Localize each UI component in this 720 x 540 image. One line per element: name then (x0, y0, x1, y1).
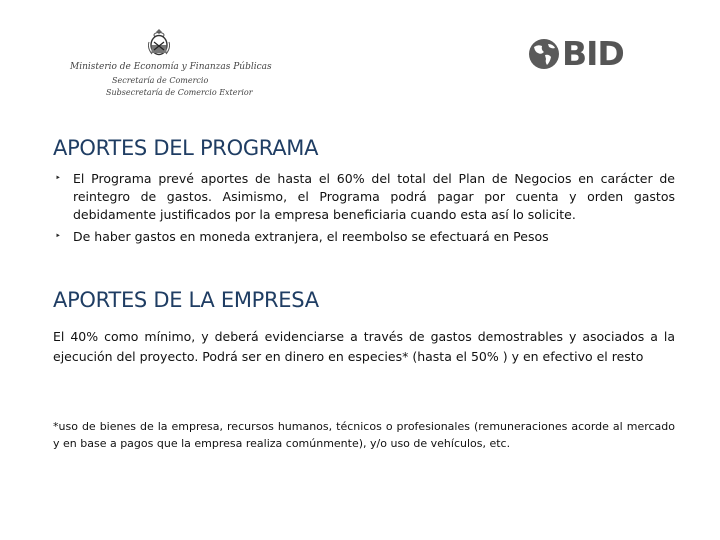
bullet-icon: ‣ (55, 231, 61, 242)
list-item (53, 170, 675, 224)
ministry-name: Ministerio de Economía y Finanzas Públicas (70, 62, 272, 72)
footnote: *uso de bienes de la empresa, recursos humanos, técnicos o profesionales (remuneraciones acorde al mercado y en base a pagos que la empresa realiza comúnmente), y/o uso de vehículos, etc. (53, 420, 675, 450)
secretariat-name: Secretaría de Comercio (112, 76, 209, 85)
section-title-empresa: APORTES DE LA EMPRESA (53, 288, 319, 312)
bullet-icon: ‣ (55, 173, 61, 184)
list-item (53, 228, 675, 246)
bid-logo (528, 34, 624, 73)
argentina-seal-icon (148, 28, 170, 56)
programa-bullet-list (53, 170, 675, 250)
subsecretariat-name: Subsecretaría de Comercio Exterior (106, 88, 253, 97)
bullet-text: El Programa prevé aportes de hasta el 60% del total del Plan de Negocios en carácter de reintegro de gastos. Asimismo, el Programa podrá pagar por cuenta y orden gastos debidamente justificados por la empresa beneficiaria cuando esta así lo solicite. (73, 171, 675, 222)
bullet-text: De haber gastos en moneda extranjera, el reembolso se efectuará en Pesos (73, 229, 549, 244)
globe-icon (528, 38, 560, 70)
empresa-paragraph: El 40% como mínimo, y deberá evidenciarse a través de gastos demostrables y asociados a la ejecución del proyecto. Podrá ser en dinero en especies* (hasta el 50% ) y en efectivo el resto (53, 329, 675, 364)
section-title-programa: APORTES DEL PROGRAMA (53, 136, 319, 160)
bid-logo-text: BID (562, 34, 624, 73)
ministry-logo (62, 26, 272, 106)
